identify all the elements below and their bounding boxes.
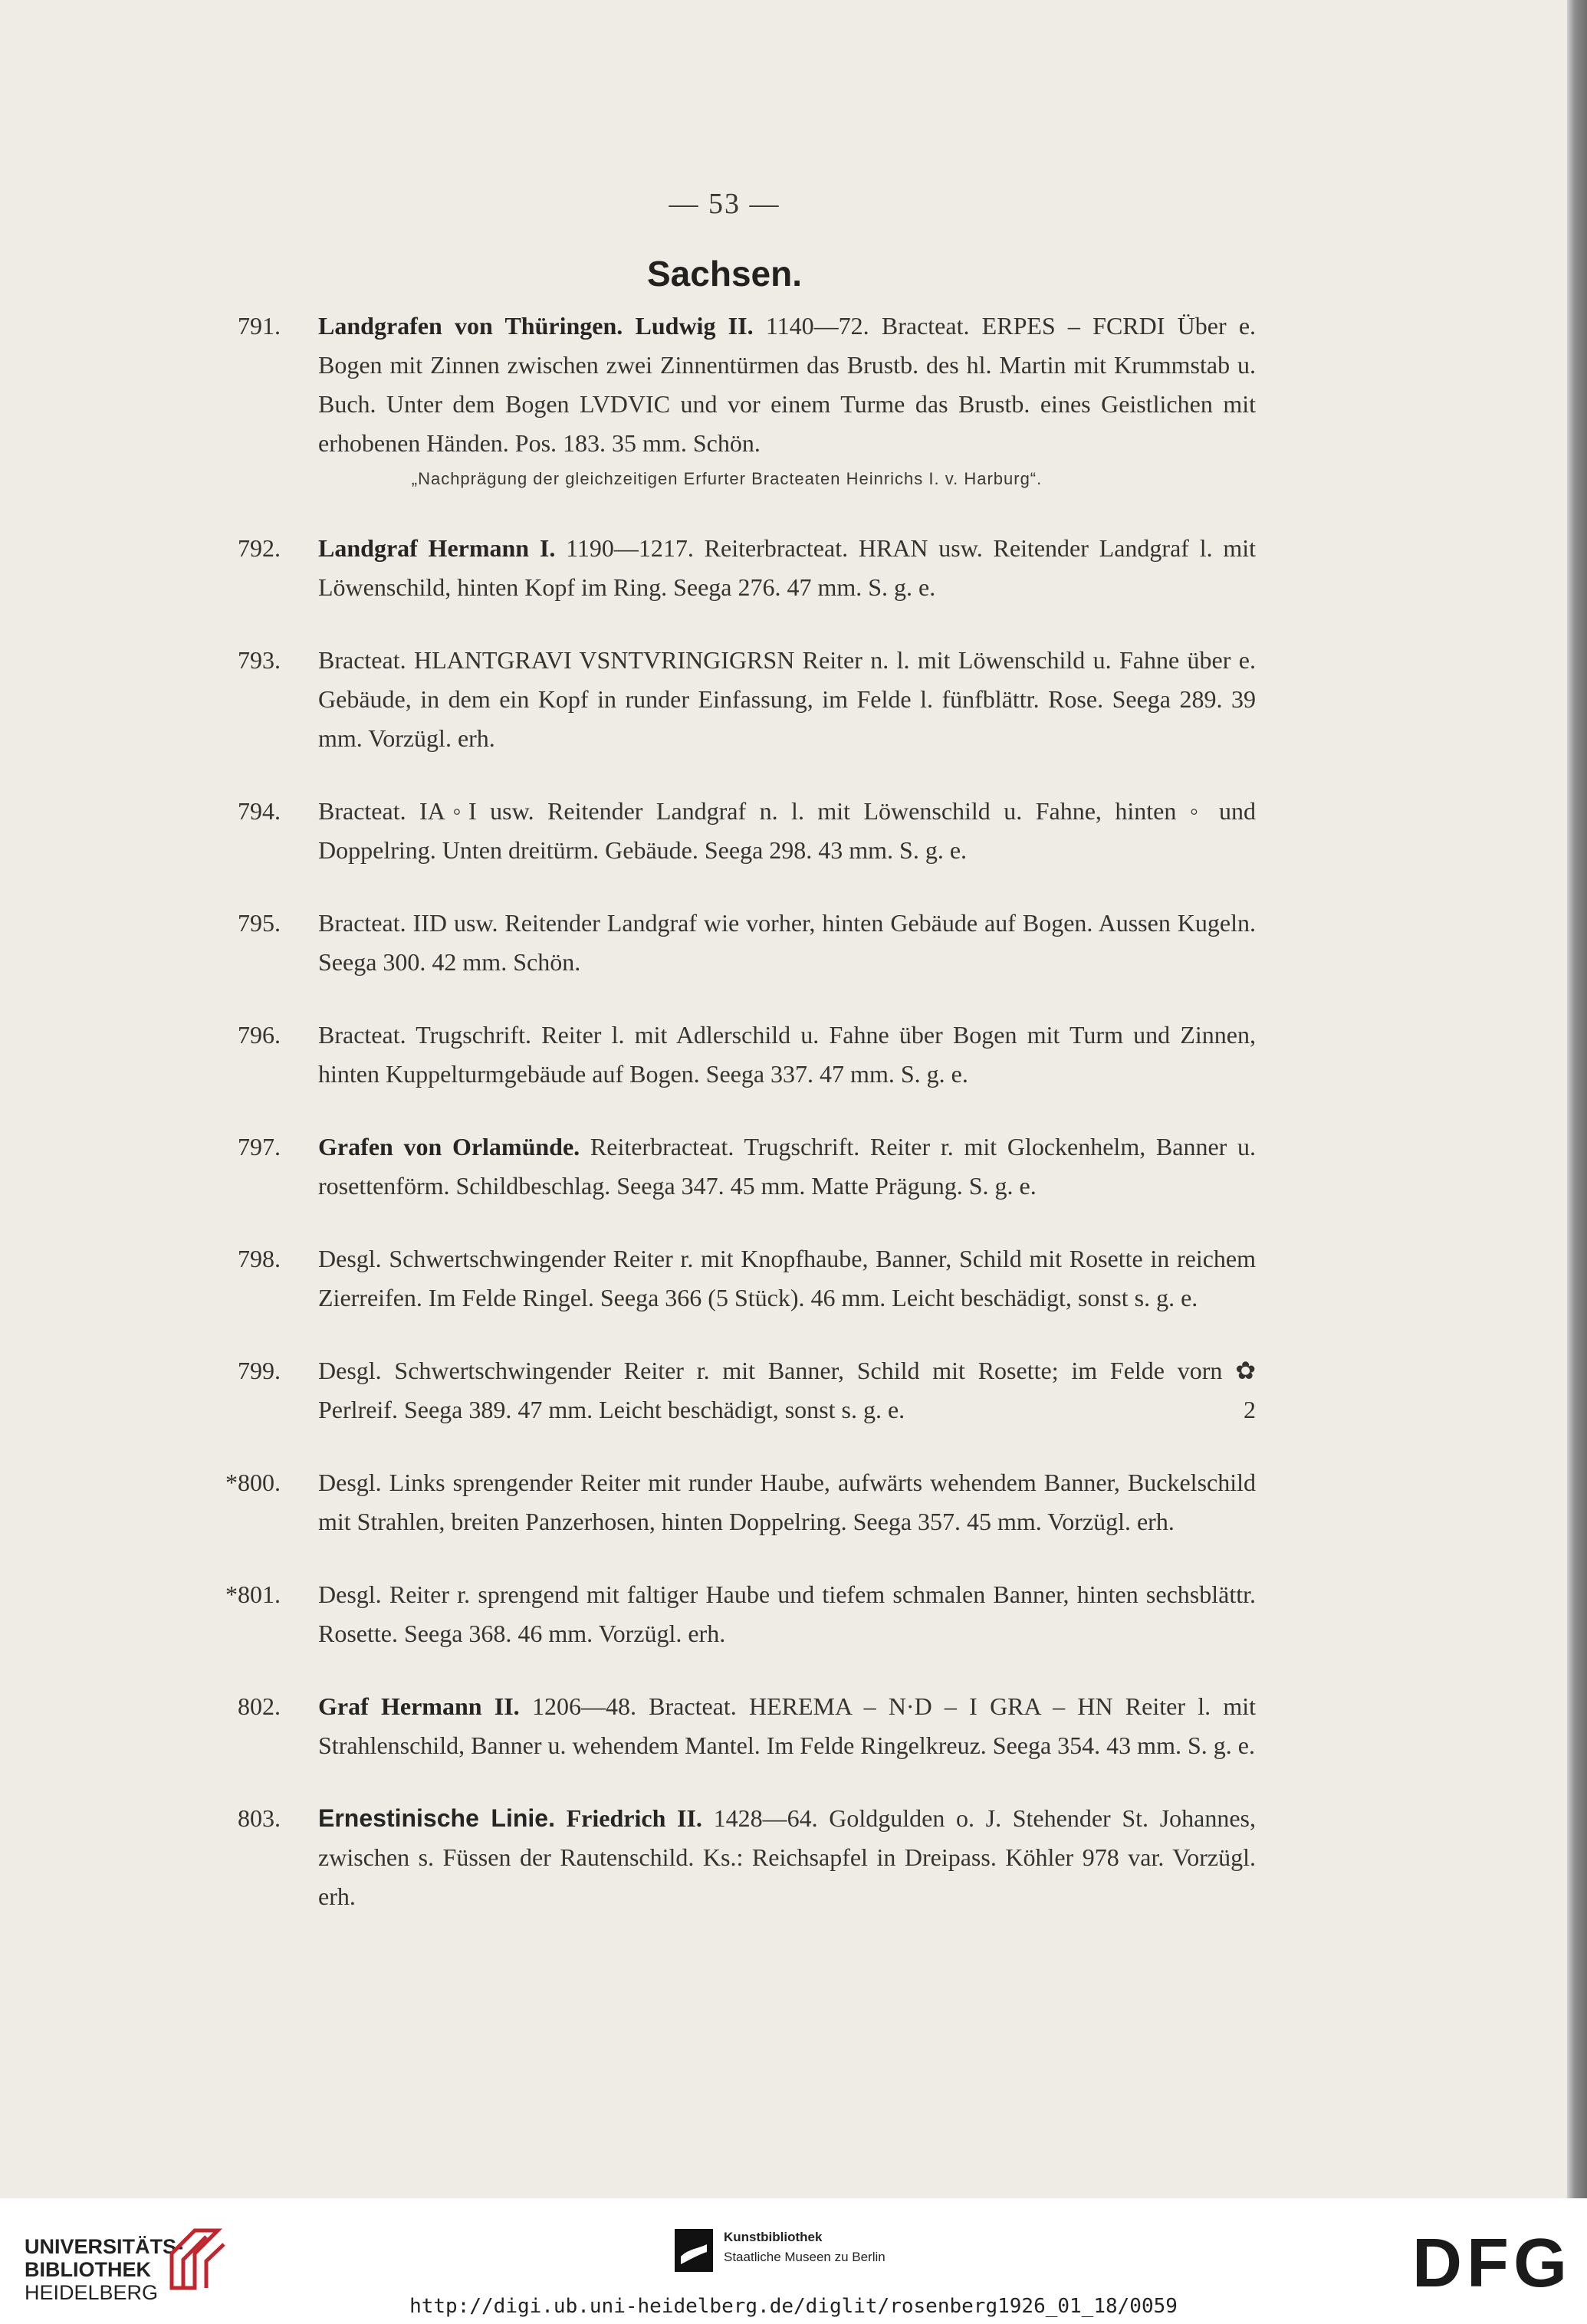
entry-text bbox=[318, 1128, 1256, 1206]
entry-number: 799. bbox=[238, 1357, 281, 1384]
catalogue-entries bbox=[198, 307, 1256, 1950]
kunstbibliothek-logo[interactable] bbox=[724, 2227, 886, 2267]
catalogue-entry bbox=[198, 1016, 1256, 1094]
scan-edge bbox=[1567, 0, 1587, 2198]
dfg-logo[interactable]: DFG bbox=[1412, 2225, 1572, 2302]
entry-body: Bracteat. Trugschrift. Reiter l. mit Adlerschild u. Fahne über Bogen mit Turm und Zinnen, hinten Kuppelturmgebäude auf Bogen. Seega 337. 47 mm. S. g. e. bbox=[318, 1021, 1256, 1088]
entry-text bbox=[318, 1687, 1256, 1765]
kunstbibliothek-name: Kunstbibliothek bbox=[724, 2230, 823, 2244]
catalogue-entry bbox=[198, 904, 1256, 982]
kunstbibliothek-subtitle: Staatliche Museen zu Berlin bbox=[724, 2250, 886, 2264]
entry-lead: Grafen von Orlamünde. bbox=[318, 1133, 580, 1160]
catalogue-entry bbox=[198, 1575, 1256, 1653]
entry-body: 1428—64. Goldgulden o. J. Stehender St. Johannes, zwischen s. Füssen der Rautenschild. Ks.: Reichsapfel in Dreipass. Köhler 978 var. Vorzügl. erh. bbox=[318, 1804, 1257, 1910]
entry-number: *800. bbox=[225, 1469, 281, 1496]
entry-price: 2 bbox=[1244, 1396, 1256, 1423]
entry-body: Desgl. Reiter r. sprengend mit faltiger Haube und tiefem schmalen Banner, hinten sechsblättr. Rosette. Seega 368. 46 mm. Vorzügl. erh. bbox=[318, 1581, 1256, 1647]
entry-number: *801. bbox=[225, 1581, 281, 1608]
entry-number: 797. bbox=[238, 1133, 281, 1160]
ub-logo-line2: BIBLIOTHEK bbox=[25, 2258, 151, 2281]
entry-text bbox=[318, 1351, 1256, 1430]
kunstbibliothek-logo-icon bbox=[675, 2229, 713, 2272]
catalogue-entry bbox=[198, 641, 1256, 758]
entry-text bbox=[318, 1799, 1256, 1916]
entry-number: 795. bbox=[238, 909, 281, 937]
catalogue-entry bbox=[198, 1351, 1256, 1430]
catalogue-entry bbox=[198, 1128, 1256, 1206]
entry-body: 1140—72. Bracteat. ERPES – FCRDI Über e. Bogen mit Zinnen zwischen zwei Zinnentürmen das Brustb. des hl. Martin mit Krummstab u. Buch. Unter dem Bogen LVDVIC und vor einem Turme das Brustb. eines Geistlichen mit erhobenen Händen. Pos. 183. 35 mm. Schön. bbox=[318, 312, 1257, 457]
catalogue-entry bbox=[198, 529, 1256, 607]
catalogue-entry bbox=[198, 1463, 1256, 1541]
entry-body: Reiterbracteat. Trugschrift. Reiter r. mit Glockenhelm, Banner u. rosettenförm. Schildbeschlag. Seega 347. 45 mm. Matte Prägung. S. g. e. bbox=[318, 1133, 1257, 1200]
entry-lead: Landgraf Hermann I. bbox=[318, 534, 556, 562]
entry-body: Desgl. Links sprengender Reiter mit runder Haube, aufwärts wehendem Banner, Buckelschild mit Strahlen, breiten Panzerhosen, hinten Doppelring. Seega 357. 45 mm. Vorzügl. erh. bbox=[318, 1469, 1256, 1535]
entry-body: Desgl. Schwertschwingender Reiter r. mit Banner, Schild mit Rosette; im Felde vorn ✿ Perlreif. Seega 389. 47 mm. Leicht beschädigt, sonst s. g. e. bbox=[318, 1357, 1256, 1423]
ub-logo-line3: HEIDELBERG bbox=[25, 2281, 159, 2304]
page-number: — 53 — bbox=[669, 188, 780, 220]
entry-number: 793. bbox=[238, 646, 281, 674]
entry-lead: Ernestinische Linie. bbox=[318, 1804, 555, 1832]
permalink-url[interactable]: http://digi.ub.uni-heidelberg.de/diglit/rosenberg1926_01_18/0059 bbox=[409, 2295, 1178, 2318]
entry-body: Desgl. Schwertschwingender Reiter r. mit Knopfhaube, Banner, Schild mit Rosette in reichem Zierreifen. Im Felde Ringel. Seega 366 (5 Stück). 46 mm. Leicht beschädigt, sonst s. g. e. bbox=[318, 1245, 1256, 1311]
entry-body: 1190—1217. Reiterbracteat. HRAN usw. Reitender Landgraf l. mit Löwenschild, hinten Kopf im Ring. Seega 276. 47 mm. S. g. e. bbox=[318, 534, 1257, 601]
entry-number: 803. bbox=[238, 1804, 281, 1832]
entry-body: 1206—48. Bracteat. HEREMA – N·D – I GRA – HN Reiter l. mit Strahlenschild, Banner u. wehendem Mantel. Im Felde Ringelkreuz. Seega 354. 43 mm. S. g. e. bbox=[318, 1692, 1257, 1759]
entry-number: 791. bbox=[238, 312, 281, 340]
catalogue-entry bbox=[198, 792, 1256, 870]
entry-text bbox=[318, 529, 1256, 607]
entry-body: Bracteat. HLANTGRAVI VSNTVRINGIGRSN Reiter n. l. mit Löwenschild u. Fahne über e. Gebäude, in dem ein Kopf in runder Einfassung, im Felde l. fünfblättr. Rose. Seega 289. 39 mm. Vorzügl. erh. bbox=[318, 646, 1256, 752]
catalogue-entry bbox=[198, 1687, 1256, 1765]
section-title: Sachsen. bbox=[647, 254, 802, 294]
entry-lead-secondary: Friedrich II. bbox=[566, 1804, 702, 1832]
entry-number: 796. bbox=[238, 1021, 281, 1049]
entry-lead: Landgrafen von Thüringen. Ludwig II. bbox=[318, 312, 754, 340]
entry-body: Bracteat. IA◦I usw. Reitender Landgraf n. l. mit Löwenschild u. Fahne, hinten ◦ und Doppelring. Unten dreitürm. Gebäude. Seega 298. 43 mm. S. g. e. bbox=[318, 797, 1256, 864]
entry-number: 792. bbox=[238, 534, 281, 562]
ub-logo-line1: UNIVERSITÄTS- bbox=[25, 2235, 184, 2258]
entry-number: 794. bbox=[238, 797, 281, 825]
entry-text bbox=[318, 307, 1256, 463]
entry-number: 802. bbox=[238, 1692, 281, 1720]
entry-lead: Graf Hermann II. bbox=[318, 1692, 520, 1720]
catalogue-entry bbox=[198, 1239, 1256, 1318]
entry-body: Bracteat. IID usw. Reitender Landgraf wie vorher, hinten Gebäude auf Bogen. Aussen Kugeln. Seega 300. 42 mm. Schön. bbox=[318, 909, 1256, 976]
catalogue-entry bbox=[198, 307, 1256, 495]
catalogue-entry bbox=[198, 1799, 1256, 1916]
ub-logo-icon bbox=[164, 2223, 225, 2292]
entry-number: 798. bbox=[238, 1245, 281, 1272]
entry-note: „Nachprägung der gleichzeitigen Erfurter Bracteaten Heinrichs I. v. Harburg“. bbox=[411, 469, 1043, 488]
ub-heidelberg-logo[interactable] bbox=[25, 2235, 183, 2304]
